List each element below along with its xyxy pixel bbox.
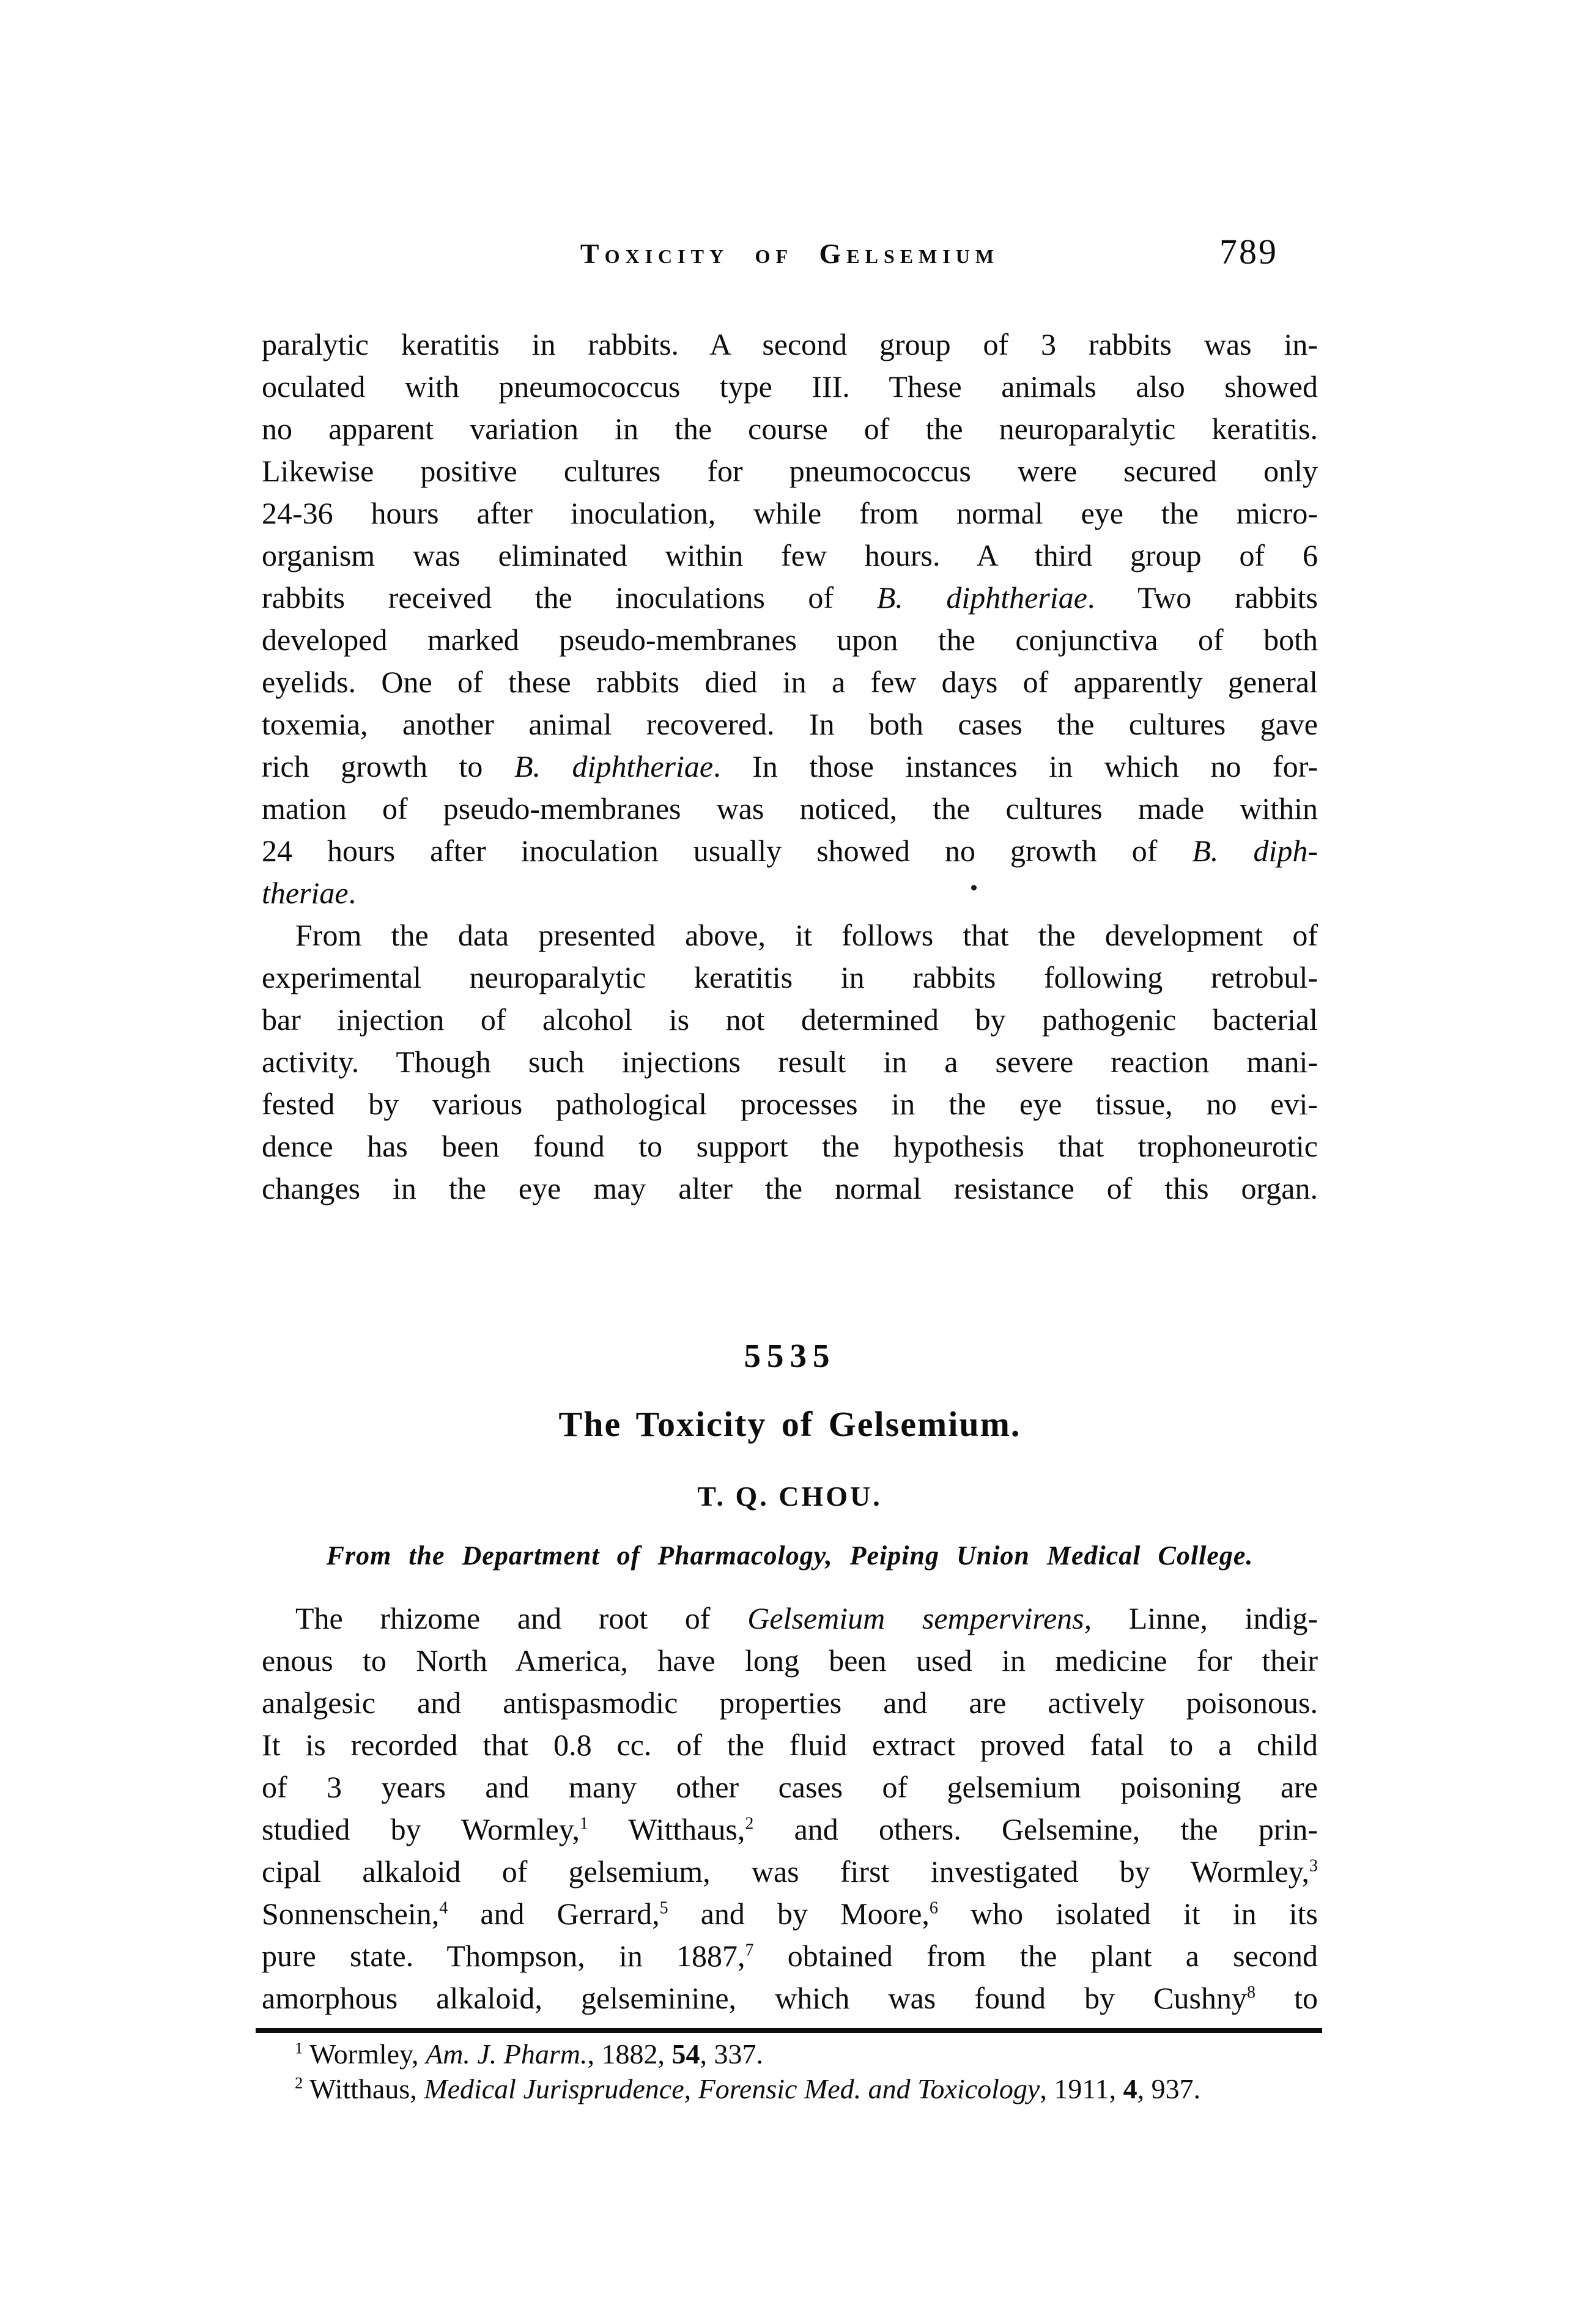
paragraph-3: [262, 1597, 1318, 2019]
text-line: eyelids. One of these rabbits died in a few days of apparently general: [262, 665, 1318, 699]
print-artifact-dot: [971, 885, 977, 890]
footnotes-list: [262, 2037, 1318, 2106]
paragraph-1: [262, 324, 1318, 914]
text-line: 24 hours after inoculation usually showed no growth of B. diph-: [262, 834, 1318, 868]
text-line: enous to North America, have long been used in medicine for their: [262, 1643, 1318, 1678]
text-line: developed marked pseudo-membranes upon the conjunctiva of both: [262, 623, 1318, 657]
footnote-line: $^2$ Witthaus, Medical Jurisprudence, Forensic Med. and Toxicology, 1911, 4, 937.: [295, 2073, 1201, 2104]
section-number: 5535: [744, 1337, 836, 1374]
text-line: dence has been found to support the hypothesis that trophoneurotic: [262, 1129, 1318, 1163]
text-line: rich growth to B. diphtheriae. In those instances in which no for-: [262, 749, 1318, 783]
text-line: rabbits received the inoculations of B. diphtheriae. Two rabbits: [262, 580, 1318, 615]
text-line: paralytic keratitis in rabbits. A second group of 3 rabbits was in-: [262, 327, 1318, 361]
text-line: Sonnenschein,$^4$ and Gerrard,$^5$ and by Moore,$^6$ who isolated it in its: [262, 1897, 1318, 1931]
paragraph-2: [262, 914, 1318, 1210]
text-line: It is recorded that 0.8 cc. of the fluid extract proved fatal to a child: [262, 1728, 1318, 1762]
affiliation-line: From the Department of Pharmacology, Peiping Union Medical College.: [326, 1541, 1254, 1571]
text-line: changes in the eye may alter the normal resistance of this organ.: [262, 1171, 1318, 1205]
body-column-2: [262, 1597, 1318, 2019]
footnote-line: $^1$ Wormley, Am. J. Pharm., 1882, 54, 337.: [295, 2038, 764, 2070]
text-line: oculated with pneumococcus type III. These animals also showed: [262, 369, 1318, 404]
text-line: organism was eliminated within few hours. A third group of 6: [262, 538, 1318, 572]
text-line: activity. Though such injections result in a severe reaction mani-: [262, 1045, 1318, 1079]
text-line: The rhizome and root of Gelsemium sempervirens, Linne, indig-: [295, 1601, 1318, 1635]
text-line: bar injection of alcohol is not determined by pathogenic bacterial: [262, 1002, 1318, 1037]
body-column: [262, 324, 1318, 1210]
text-line: Likewise positive cultures for pneumococcus were secured only: [262, 454, 1318, 488]
text-line: pure state. Thompson, in 1887,$^7$ obtained from the plant a second: [262, 1939, 1318, 1973]
text-line: 24-36 hours after inoculation, while from normal eye the micro-: [262, 496, 1318, 530]
author-name: T. Q. CHOU.: [697, 1481, 882, 1512]
text-line: fested by various pathological processes in the eye tissue, no evi-: [262, 1087, 1318, 1121]
text-line: toxemia, another animal recovered. In both cases the cultures gave: [262, 707, 1318, 741]
text-line: cipal alkaloid of gelsemium, was first investigated by Wormley,$^3$: [262, 1854, 1318, 1889]
article-title: The Toxicity of Gelsemium.: [558, 1404, 1021, 1444]
text-line: amorphous alkaloid, gelseminine, which was found by Cushny$^8$ to: [262, 1981, 1318, 2015]
text-line: studied by Wormley,$^1$ Witthaus,$^2$ and others. Gelsemine, the prin-: [262, 1812, 1318, 1846]
text-line: mation of pseudo-membranes was noticed, the cultures made within: [262, 791, 1318, 826]
text-line: experimental neuroparalytic keratitis in rabbits following retrobul-: [262, 960, 1318, 994]
text-line: no apparent variation in the course of the neuroparalytic keratitis.: [262, 412, 1318, 446]
page-number: 789: [1219, 232, 1278, 272]
footnote-rule: [256, 2028, 1322, 2033]
running-head: Toxicity of Gelsemium: [580, 238, 1000, 269]
text-line: theriae.: [262, 876, 357, 910]
text-line: of 3 years and many other cases of gelsemium poisoning are: [262, 1770, 1318, 1804]
text-line: From the data presented above, it follows that the development of: [295, 918, 1318, 952]
text-line: analgesic and antispasmodic properties and are actively poisonous.: [262, 1686, 1318, 1720]
